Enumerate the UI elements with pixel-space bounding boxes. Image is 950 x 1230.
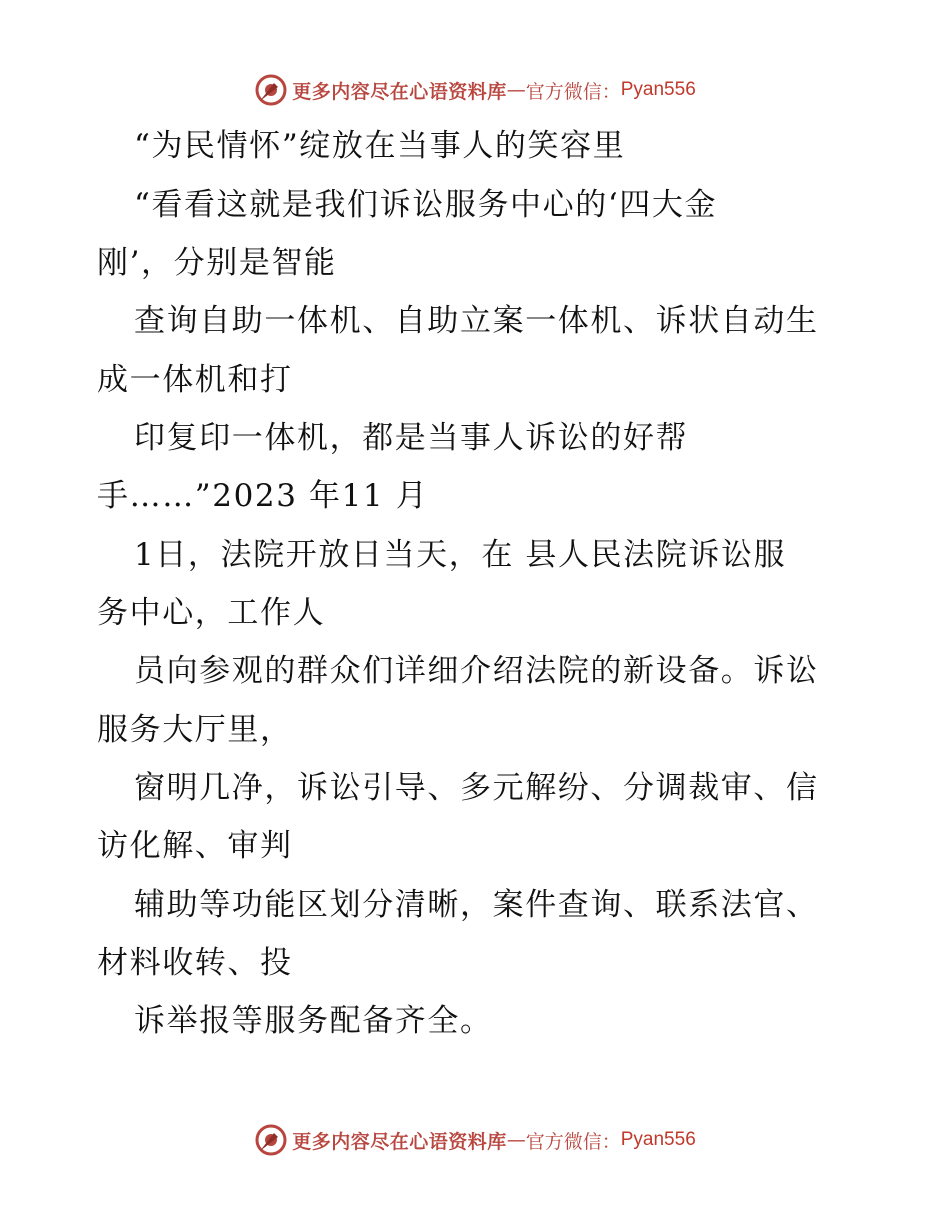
body-line-10: 员向参观的群众们详细介绍法院的新设备。诉讼 bbox=[134, 653, 819, 689]
body-line-4: 查询自助一体机、自助立案一体机、诉状自动生 bbox=[134, 303, 819, 339]
banner-dash: — bbox=[506, 79, 526, 101]
body-line-5: 成一体机和打 bbox=[97, 362, 293, 398]
body-line-3: 刚’，分别是智能 bbox=[97, 245, 337, 281]
banner-official-label: 官方微信： bbox=[525, 80, 621, 103]
body-line-8: 1日，法院开放日当天，在 县人民法院诉讼服 bbox=[134, 537, 787, 573]
body-line-13: 访化解、审判 bbox=[97, 828, 293, 864]
banner-wechat-id: Pyan556 bbox=[620, 79, 696, 100]
body-line-6: 印复印一体机，都是当事人诉讼的好帮 bbox=[134, 420, 689, 456]
header-banner bbox=[0, 70, 950, 110]
body-line-16: 诉举报等服务配备齐全。 bbox=[134, 1003, 493, 1039]
banner-brand-text: 更多内容尽在心语资料库 bbox=[292, 1130, 507, 1153]
banner-dash: — bbox=[506, 1129, 526, 1151]
brand-logo-icon bbox=[254, 1123, 288, 1157]
banner-brand-text: 更多内容尽在心语资料库 bbox=[292, 80, 507, 103]
brand-logo-icon bbox=[254, 73, 288, 107]
body-line-12: 窗明几净，诉讼引导、多元解纷、分调裁审、信 bbox=[134, 770, 819, 806]
body-line-11: 服务大厅里， bbox=[97, 712, 293, 748]
footer-banner bbox=[0, 1120, 950, 1160]
banner-official-label: 官方微信： bbox=[525, 1130, 621, 1153]
banner-wechat-id: Pyan556 bbox=[620, 1129, 696, 1150]
body-line-14: 辅助等功能区划分清晰，案件查询、联系法官、 bbox=[134, 887, 819, 923]
body-line-15: 材料收转、投 bbox=[97, 945, 293, 981]
body-line-1: “为民情怀”绽放在当事人的笑容里 bbox=[134, 128, 626, 164]
body-line-7: 手……”2023 年11 月 bbox=[97, 478, 429, 514]
body-line-2: “看看这就是我们诉讼服务中心的‘四大金 bbox=[134, 187, 718, 223]
body-line-9: 务中心，工作人 bbox=[97, 595, 326, 631]
